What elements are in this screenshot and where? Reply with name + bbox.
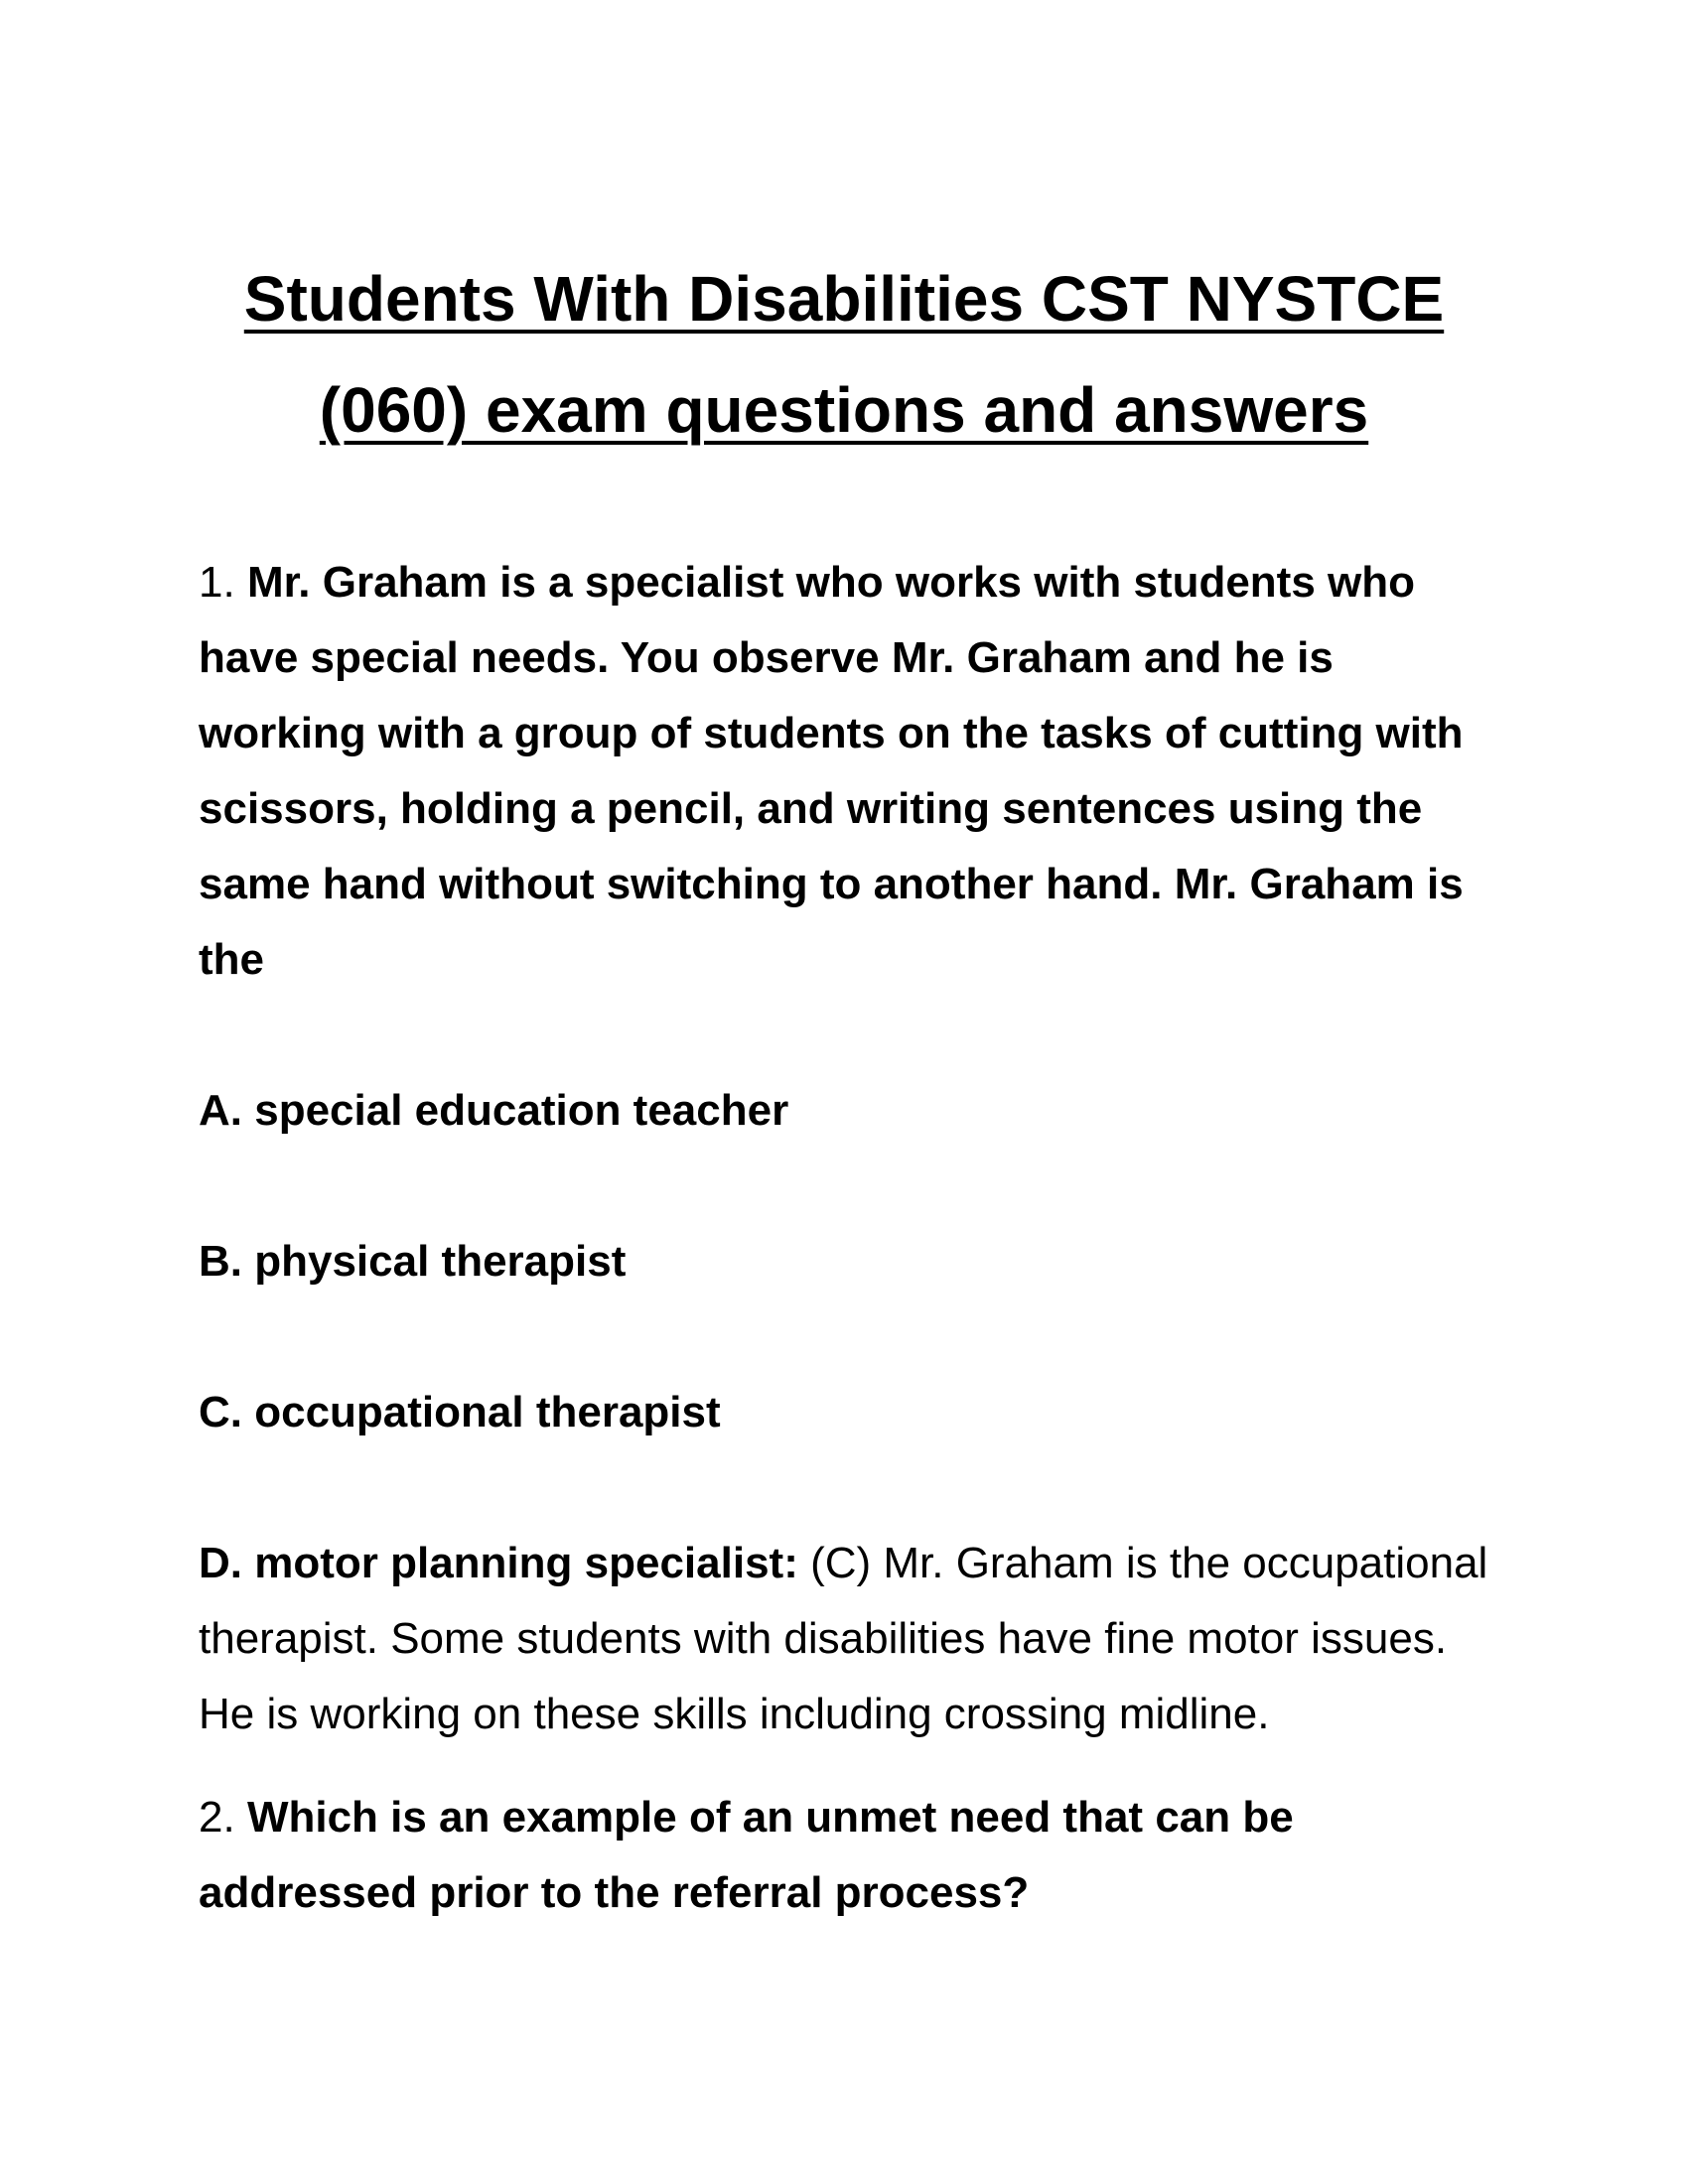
- question-1-answer: (C) Mr. Graham is the occupational therapist. Some students with disabilities have fine motor issues. He is working on these skills including crossing midline.: [199, 1539, 1488, 1738]
- question-1-option-d: [199, 1526, 1489, 1752]
- option-d-label: D. motor planning specialist:: [199, 1539, 798, 1587]
- option-a-label: A. special education teacher: [199, 1086, 789, 1135]
- question-1-text: Mr. Graham is a specialist who works with students who have special needs. You observe Mr. Graham and he is working with a group of students on the tasks of cutting with scissors, holding a pencil, and writing sentences using the same hand without switching to another hand. Mr. Graham is the: [199, 558, 1464, 984]
- question-1: [199, 545, 1489, 998]
- question-2-number: 2.: [199, 1793, 235, 1842]
- question-1-option-c: [199, 1375, 1489, 1450]
- question-2: [199, 1780, 1489, 1931]
- option-c-label: C. occupational therapist: [199, 1388, 721, 1436]
- title-line-2: (060) exam questions and answers: [319, 374, 1369, 446]
- question-1-number: 1.: [199, 558, 235, 607]
- document-page: [199, 243, 1489, 1931]
- question-2-text: Which is an example of an unmet need that can be addressed prior to the referral process?: [199, 1793, 1294, 1917]
- document-title: [199, 243, 1489, 466]
- question-1-option-a: [199, 1073, 1489, 1149]
- option-b-label: B. physical therapist: [199, 1237, 627, 1286]
- question-1-option-b: [199, 1224, 1489, 1299]
- title-line-1: Students With Disabilities CST NYSTCE: [243, 263, 1445, 335]
